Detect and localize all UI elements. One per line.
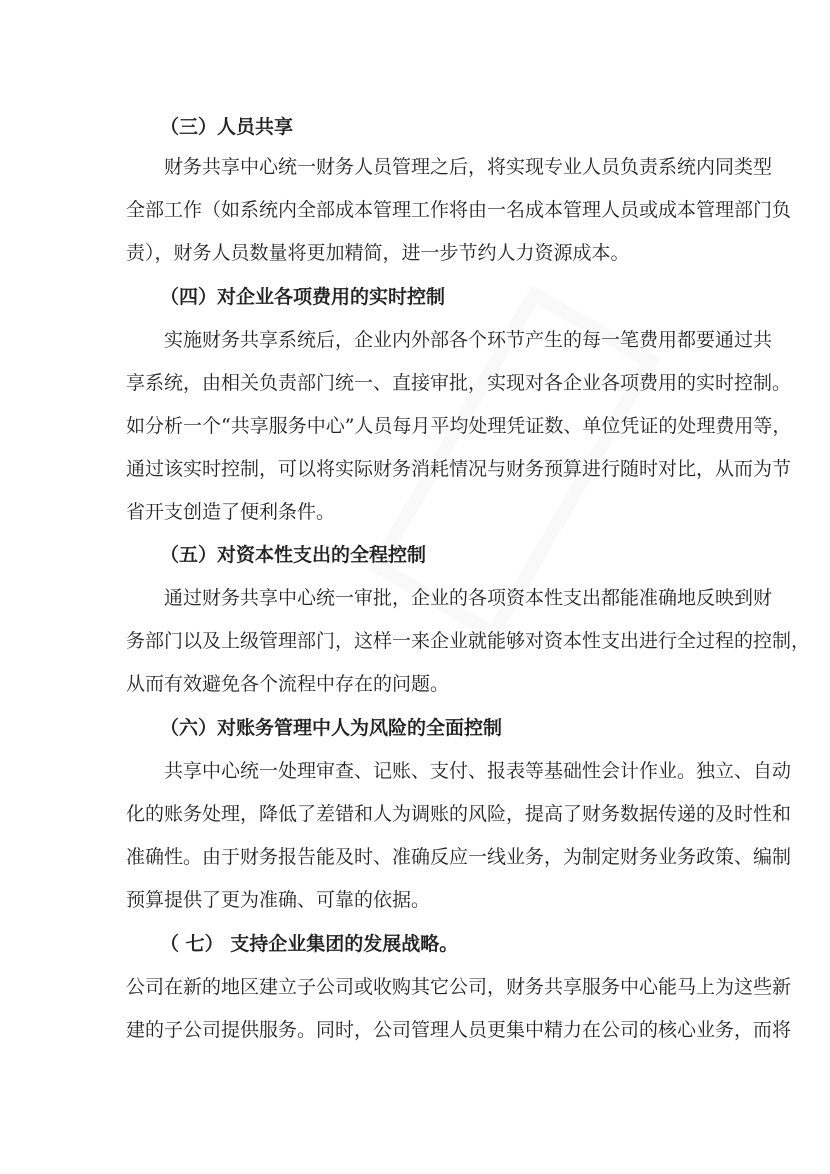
paragraph-line: 实施财务共享系统后，企业内外部各个环节产生的每一笔费用都要通过共: [164, 329, 773, 351]
paragraph-line: 享系统，由相关负责部门统一、直接审批，实现对各企业各项费用的实时控制。: [126, 372, 792, 394]
paragraph-line: 从而有效避免各个流程中存在的问题。: [126, 673, 450, 695]
paragraph-line: 准确性。由于财务报告能及时、准确反应一线业务，为制定财务业务政策、编制: [126, 846, 792, 868]
section-heading: （ 七） 支持企业集团的发展战略。: [160, 933, 459, 955]
section-heading: （五）对资本性支出的全程控制: [160, 544, 427, 566]
section-heading: （三）人员共享: [160, 116, 294, 138]
paragraph-line: 如分析一个“共享服务中心”人员每月平均处理凭证数、单位凭证的处理费用等，: [126, 415, 792, 437]
paragraph-line: 预算提供了更为准确、可靠的依据。: [126, 889, 431, 911]
paragraph-line: 责），财务人员数量将更加精简，进一步节约人力资源成本。: [126, 242, 630, 264]
paragraph-line: 通过该实时控制，可以将实际财务消耗情况与财务预算进行随时对比，从而为节: [126, 458, 792, 480]
paragraph-line: 务部门以及上级管理部门，这样一来企业就能够对资本性支出进行全过程的控制，: [126, 630, 811, 652]
paragraph-line: 建的子公司提供服务。同时，公司管理人员更集中精力在公司的核心业务，而将: [126, 1019, 792, 1041]
section-heading: （六）对账务管理中人为风险的全面控制: [160, 717, 503, 739]
paragraph-line: 通过财务共享中心统一审批，企业的各项资本性支出都能准确地反映到财: [164, 587, 773, 609]
paragraph-line: 化的账务处理，降低了差错和人为调账的风险，提高了财务数据传递的及时性和: [126, 803, 792, 825]
paragraph-line: 财务共享中心统一财务人员管理之后，将实现专业人员负责系统内同类型: [164, 156, 773, 178]
paragraph-line: 公司在新的地区建立子公司或收购其它公司，财务共享服务中心能马上为这些新: [126, 976, 792, 998]
section-heading: （四）对企业各项费用的实时控制: [160, 286, 446, 308]
paragraph-line: 共享中心统一处理审查、记账、支付、报表等基础性会计作业。独立、自动: [164, 760, 792, 782]
paragraph-line: 全部工作（如系统内全部成本管理工作将由一名成本管理人员或成本管理部门负: [126, 199, 792, 221]
paragraph-line: 省开支创造了便利条件。: [126, 501, 336, 523]
